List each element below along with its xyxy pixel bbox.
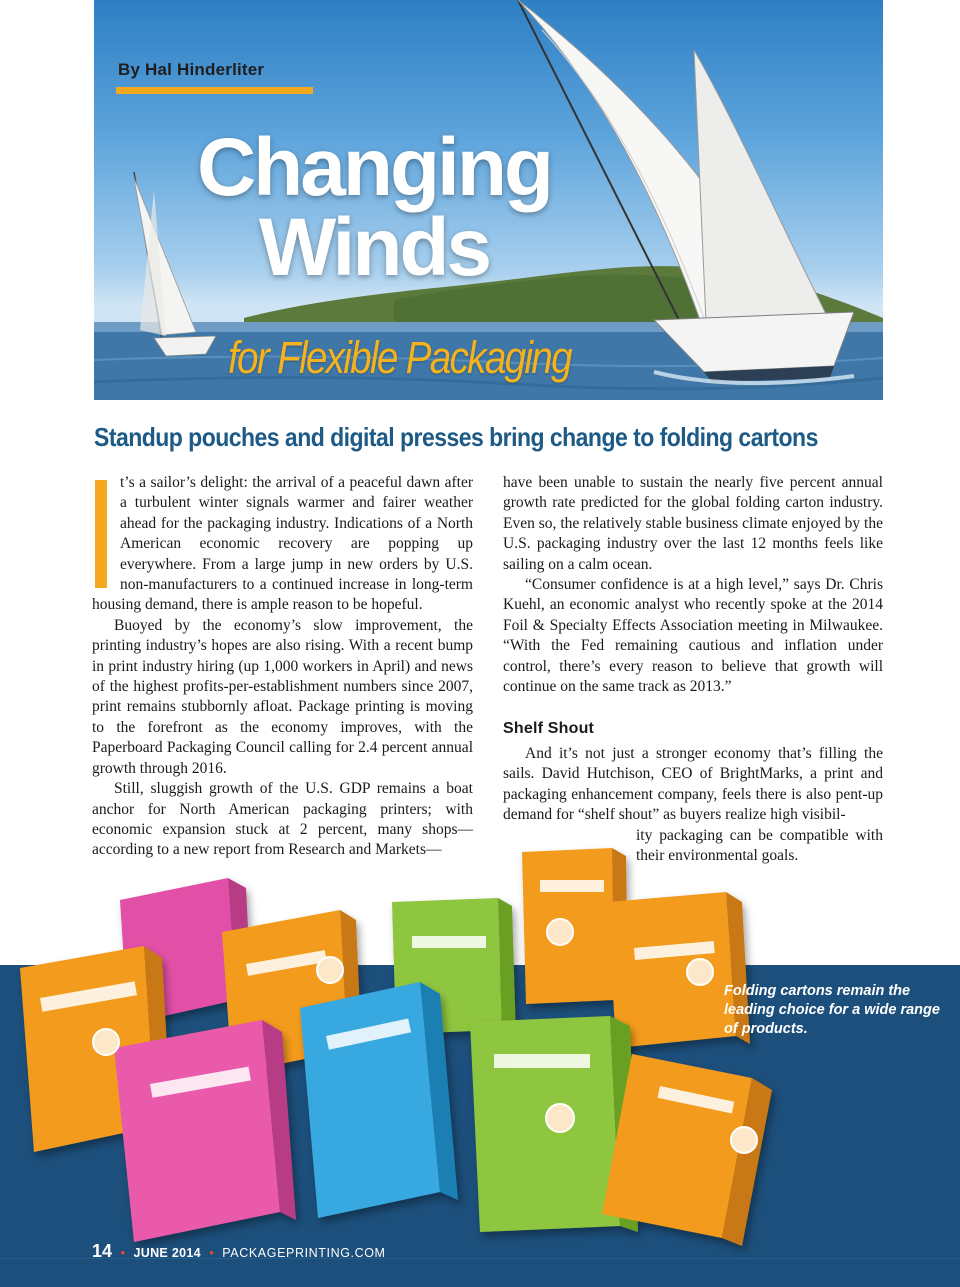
paragraph: Buoyed by the economy’s slow improvement, the printing industry’s hopes are also rising. With a recent bump in print industry hiring (up 1,000 workers in April) and news of the highest profits-per-establishment numbers since 2007, print remains stubbornly afloat. Package printing is moving to the forefront as the economy improves, with the Paperboard Packaging Council calling for 2.4 percent annual growth through 2016. <box>92 616 473 777</box>
page-number: 14 <box>92 1241 113 1261</box>
headline-line-1: Changing <box>196 122 552 213</box>
hero-photo <box>94 0 883 400</box>
page-footer <box>92 1241 386 1262</box>
headline <box>94 122 654 293</box>
headline-line-2: Winds <box>258 202 490 293</box>
headline-subtitle: for Flexible Packaging <box>228 332 571 383</box>
article-column-right <box>503 473 883 866</box>
issue-date: JUNE 2014 <box>133 1246 201 1260</box>
byline: By Hal Hinderliter <box>118 60 265 79</box>
paragraph: And it’s not just a stronger economy that’s filling the sails. David Hutchison, CEO of BrightMarks, a print and packaging enhancement company, feels there is also pent-up demand for “shelf shout” as buyers realize high visibil- <box>503 744 883 824</box>
section-heading: Shelf Shout <box>503 720 595 738</box>
paragraph: have been unable to sustain the nearly five percent annual growth rate predicted for the global folding carton industry. Even so, the relatively stable business climate enjoyed by the U.S. packaging industry over the last 12 months feels like sailing on a calm ocean. <box>503 474 883 573</box>
paragraph: “Consumer confidence is at a high level,” says Dr. Chris Kuehl, an economic analyst who recently spoke at the 2014 Foil & Specialty Effects Association meeting in Milwaukee. “With the Fed remaining cautious and inflation under control, there’s every reason to believe that growth will continue on the same track as 2013.” <box>503 576 883 696</box>
paragraph: Still, sluggish growth of the U.S. GDP remains a boat anchor for North American packaging printers; with economic expansion stuck at 2 percent, many shops—according to a new report from Research and Markets— <box>92 780 473 859</box>
article-deck: Standup pouches and digital presses bring change to folding cartons <box>94 422 818 452</box>
carton-boxes-photo <box>0 840 960 1260</box>
site-link[interactable]: PACKAGEPRINTING.COM <box>222 1246 386 1260</box>
bullet-icon: • <box>209 1245 214 1260</box>
paragraph-text: t’s a sailor’s delight: the arrival of a peaceful dawn after a turbulent winter signals warmer and fairer weather ahead for the packaging industry. Indications of a North American economic recovery are popping up everywhere. From a large jump in new orders by U.S. non-manufacturers to a continued increase in long-term housing demand, there is ample reason to be hopeful. <box>92 474 473 614</box>
paragraph <box>92 473 473 616</box>
byline-underline <box>116 87 313 94</box>
paragraph-continued: ity packaging can be compatible with their environmental goals. <box>636 826 883 864</box>
photo-caption: Folding cartons remain the leading choice for a wide range of products. <box>724 983 940 1037</box>
bullet-icon: • <box>120 1245 126 1260</box>
article-column-left <box>92 473 473 861</box>
